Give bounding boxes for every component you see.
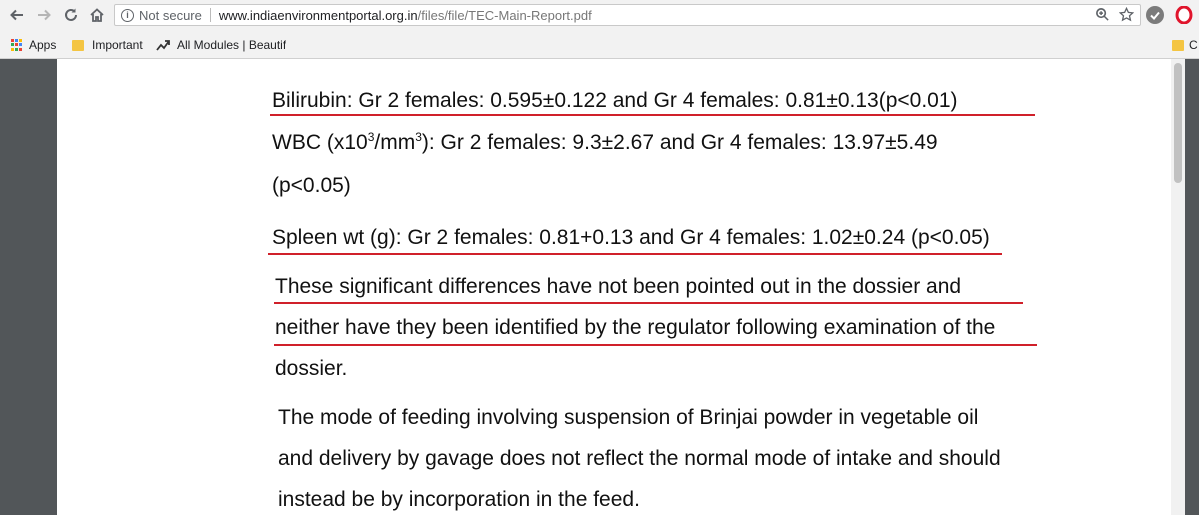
red-underline [274, 344, 1037, 346]
url-path: /files/file/TEC-Main-Report.pdf [417, 7, 592, 23]
url-domain: www.indiaenvironmentportal.org.in [218, 7, 418, 23]
bookmark-all-modules[interactable] [156, 38, 286, 52]
bookmarks-bar [0, 31, 1199, 59]
vertical-scrollbar[interactable] [1171, 59, 1185, 515]
wbc-sup2: 3 [415, 130, 422, 144]
reload-button[interactable] [60, 4, 82, 26]
trend-arrow-icon [156, 39, 170, 51]
bookmark-overflow-label: C [1189, 38, 1198, 52]
pdf-viewer [0, 59, 1199, 515]
forward-button[interactable] [33, 4, 55, 26]
pdf-page [57, 59, 1185, 515]
text-bilirubin: Bilirubin: Gr 2 females: 0.595±0.122 and Gr 4 females: 0.81±0.13(p<0.01) [272, 89, 958, 112]
text-significant-1: These significant differences have not been pointed out in the dossier and [275, 275, 962, 298]
zoom-icon[interactable] [1095, 7, 1110, 22]
red-underline [270, 114, 1035, 116]
bookmark-apps[interactable] [11, 38, 56, 52]
bookmark-important-label: Important [92, 38, 143, 52]
bookmark-all-modules-label: All Modules | Beautif [177, 38, 287, 52]
red-underline [274, 302, 1023, 304]
wbc-prefix: WBC (x10 [272, 131, 368, 154]
security-label: Not secure [139, 7, 202, 23]
reload-icon [63, 7, 79, 23]
apps-grid-icon [11, 39, 23, 51]
divider [210, 8, 211, 22]
extension-check-icon[interactable] [1146, 6, 1164, 24]
arrow-left-icon [9, 7, 25, 23]
red-underline [268, 253, 1002, 255]
opera-icon[interactable] [1175, 6, 1193, 24]
text-wbc [272, 130, 938, 155]
text-feeding-2: and delivery by gavage does not reflect the normal mode of intake and should [278, 447, 1001, 470]
scrollbar-thumb[interactable] [1174, 63, 1182, 183]
text-significant-2: neither have they been identified by the regulator following examination of the [275, 316, 996, 339]
text-feeding-3: instead be by incorporation in the feed. [278, 488, 640, 511]
wbc-sup1: 3 [367, 130, 375, 144]
wbc-mid: /mm [374, 131, 416, 154]
info-icon[interactable]: i [121, 9, 134, 22]
folder-icon [72, 40, 84, 51]
text-significant-3: dossier. [275, 357, 348, 380]
browser-toolbar [0, 0, 1199, 31]
bookmark-important[interactable] [72, 38, 143, 52]
folder-icon [1172, 40, 1184, 51]
url-text[interactable] [219, 8, 592, 23]
bookmark-overflow[interactable] [1172, 38, 1198, 52]
home-icon [89, 7, 105, 23]
text-wbc-p: (p<0.05) [272, 174, 351, 197]
address-bar[interactable] [114, 4, 1141, 26]
star-icon[interactable] [1119, 7, 1134, 22]
bookmark-apps-label: Apps [29, 38, 57, 52]
back-button[interactable] [6, 4, 28, 26]
text-feeding-1: The mode of feeding involving suspension of Brinjai powder in vegetable oil [278, 406, 979, 429]
text-spleen: Spleen wt (g): Gr 2 females: 0.81+0.13 and Gr 4 females: 1.02±0.24 (p<0.05) [272, 226, 990, 249]
home-button[interactable] [86, 4, 108, 26]
arrow-right-icon [36, 7, 52, 23]
wbc-suffix: ): Gr 2 females: 9.3±2.67 and Gr 4 females: 13.97±5.49 [421, 131, 938, 154]
